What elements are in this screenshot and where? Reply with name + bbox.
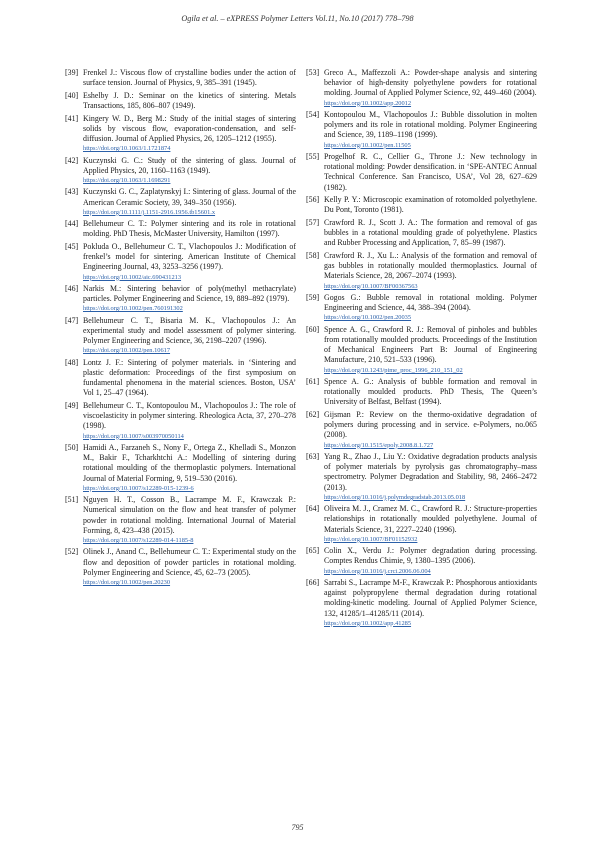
doi-link[interactable]: https://doi.org/10.1063/1.1698291 xyxy=(83,177,171,184)
references-column-right xyxy=(306,68,537,630)
reference-text: Greco A., Maffezzoli A.: Powder-shape analysis and sintering behavior of high-density polyethylene powders for rotational molding. Journal of Applied Polymer Science, 92, 449–460 (2004). xyxy=(324,68,537,98)
reference-item xyxy=(306,152,537,193)
reference-item xyxy=(65,284,296,313)
reference-item xyxy=(306,251,537,291)
reference-text: Bellehumeur C. T.: Polymer sintering and its role in rotational molding. PhD Thesis, McMaster University, Hamilton (1997). xyxy=(83,219,296,239)
running-header: Ogila et al. – eXPRESS Polymer Letters Vol.11, No.10 (2017) 778–798 xyxy=(181,14,414,23)
reference-text: Kontopoulou M., Vlachopoulos J.: Bubble dissolution in molten polymers and its role in rotational molding. Polymer Engineering and Science, 39, 1189–1198 (1999). xyxy=(324,110,537,140)
reference-item xyxy=(65,219,296,239)
doi-link[interactable]: https://doi.org/10.1002/app.20012 xyxy=(324,99,412,107)
reference-number: [45] xyxy=(65,241,79,251)
reference-text: Olinek J., Anand C., Bellehumeur C. T.: Experimental study on the flow and deposition of powder particles in rotational molding. Polymer Engineering and Science, 45, 62–73 (2005). xyxy=(83,547,296,577)
doi-link[interactable]: https://doi.org/10.1016/j.crci.2006.06.004 xyxy=(324,567,431,575)
doi-link[interactable]: https://doi.org/10.1002/pen.20230 xyxy=(83,579,171,586)
reference-text: Kingery W. D., Berg M.: Study of the initial stages of sintering solids by viscous flow, evaporation-condensation, and self-diffusion. Journal of Applied Physics, 26, 1205–1212 (1955). xyxy=(83,113,296,143)
reference-item xyxy=(65,156,296,185)
doi-link[interactable]: https://doi.org/10.1063/1.1721874 xyxy=(83,145,171,153)
reference-text: Narkis M.: Sintering behavior of poly(methyl methacrylate) particles. Polymer Engineering and Science, 19, 889–892 (1979). xyxy=(83,283,296,304)
reference-item xyxy=(65,495,296,545)
doi-link[interactable]: https://doi.org/10.1111/j.1151-2916.1956.tb15601.x xyxy=(83,208,216,216)
reference-item xyxy=(65,91,296,111)
reference-text: Nguyen H. T., Cosson B., Lacrampe M. F., Krawczak P.: Numerical simulation on the flow and heat transfer of polymer powder in rotational molding. International Journal of Material Forming, 8, 423–438 (2015). xyxy=(83,495,296,535)
doi-link[interactable]: https://doi.org/10.1016/j.polymdegradstab.2013.05.018 xyxy=(324,493,466,501)
reference-item xyxy=(306,293,537,322)
reference-text: Hamidi A., Farzaneh S., Nony F., Ortega Z., Khelladi S., Monzon M., Bakir F., Tcharkhtchi A.: Modelling of sintering during rotational moulding of the thermoplastic polymers. International Journal of Material Forming, 9, 519–530 (2016). xyxy=(83,442,296,483)
reference-number: [59] xyxy=(306,293,320,302)
reference-item xyxy=(65,401,296,441)
reference-text: Kuczynski G. C.: Study of the sintering of glass. Journal of Applied Physics, 20, 1160–1163 (1949). xyxy=(83,155,296,175)
doi-link[interactable]: https://doi.org/10.1007/s12289-015-1239-6 xyxy=(83,484,194,492)
doi-link[interactable]: https://doi.org/10.1007/s003970050114 xyxy=(83,432,184,440)
reference-text: Colin X., Verdu J.: Polymer degradation during processing. Comptes Rendus Chimie, 9, 1380–1395 (2006). xyxy=(324,546,537,566)
reference-number: [54] xyxy=(306,110,320,119)
reference-item xyxy=(306,452,537,502)
reference-number: [57] xyxy=(306,218,320,227)
reference-text: Lontz J. F.: Sintering of polymer materials. in ‘Sintering and plastic deformation: Proceedings of the first symposium on fundamental phenomena in the material sciences. Boston, USA’ Vol 1, 25–47 (1964). xyxy=(83,357,296,398)
reference-text: Kelly P. Y.: Microscopic examination of rotomolded polyethylene. Du Pont, Toronto (1981). xyxy=(324,195,537,215)
reference-number: [62] xyxy=(306,410,320,419)
reference-number: [65] xyxy=(306,546,320,556)
reference-item xyxy=(306,110,537,150)
doi-link[interactable]: https://doi.org/10.1002/app.41285 xyxy=(324,619,412,627)
reference-text: Sarrabi S., Lacrampe M-F., Krawczak P.: Phosphorous antioxidants against polypropylene thermal degradation during rotational molding-kinetic modeling. Journal of Applied Polymer Science, 132, 41285/1–41285/11 (2014). xyxy=(324,578,537,618)
reference-text: Bellehumeur C. T., Kontopoulou M., Vlachopoulos J.: The role of viscoelasticity in polymer sintering. Rheologica Acta, 37, 270–278 (1998). xyxy=(83,400,296,431)
reference-number: [56] xyxy=(306,195,320,205)
doi-link[interactable]: https://doi.org/10.1007/BF00367563 xyxy=(324,282,418,290)
reference-number: [47] xyxy=(65,315,79,325)
reference-item xyxy=(65,114,296,154)
reference-number: [52] xyxy=(65,547,79,557)
doi-link[interactable]: https://doi.org/10.1002/pen.10617 xyxy=(83,347,171,355)
reference-item xyxy=(306,218,537,249)
page-number: 795 xyxy=(291,823,304,832)
reference-text: Spence A. G.: Analysis of bubble formation and removal in rotationally moulded products. PhD Thesis, The Queen’s University of Belfast, Belfast (1994). xyxy=(324,377,537,407)
reference-item xyxy=(65,187,296,216)
reference-text: Eshelby J. D.: Seminar on the kinetics of sintering. Metals Transactions, 185, 806–807 (1949). xyxy=(83,90,296,110)
reference-text: Progelhof R. C., Cellier G., Throne J.: New technology in rotational molding: Powder densification. in ‘SPE-ANTEC Annual Technical Conference. San Francisco, USA’, Vol 28, 627–629 (1982). xyxy=(324,152,537,192)
reference-text: Gogos G.: Bubble removal in rotational molding. Polymer Engineering and Science, 44, 388–394 (2004). xyxy=(324,293,537,313)
reference-number: [58] xyxy=(306,251,320,260)
reference-number: [40] xyxy=(65,90,79,100)
reference-number: [63] xyxy=(306,452,320,461)
reference-item xyxy=(306,195,537,215)
reference-item xyxy=(306,377,537,408)
reference-item xyxy=(306,68,537,108)
doi-link[interactable]: https://doi.org/10.1007/s12289-014-1185-8 xyxy=(83,537,194,544)
reference-text: Frenkel J.: Viscous flow of crystalline bodies under the action of surface tension. Journal of Physics, 9, 385–391 (1945). xyxy=(83,68,296,88)
doi-link[interactable]: https://doi.org/10.1515/epoly.2008.8.1.727 xyxy=(324,441,434,449)
reference-number: [43] xyxy=(65,187,79,197)
reference-number: [41] xyxy=(65,113,79,123)
reference-item xyxy=(306,578,537,628)
reference-item xyxy=(306,504,537,544)
doi-link[interactable]: https://doi.org/10.1002/pen.11505 xyxy=(324,141,411,149)
reference-item xyxy=(65,316,296,356)
reference-number: [60] xyxy=(306,324,320,334)
reference-text: Pokluda O., Bellehumeur C. T., Vlachopoulos J.: Modification of frenkel’s model for sintering. American Institute of Chemical Engineering Journal, 43, 3253–3256 (1997). xyxy=(83,241,296,272)
reference-number: [44] xyxy=(65,219,79,229)
reference-number: [61] xyxy=(306,377,320,386)
reference-item xyxy=(65,547,296,587)
reference-number: [48] xyxy=(65,357,79,367)
references-column-left xyxy=(65,68,296,589)
reference-number: [49] xyxy=(65,400,79,410)
reference-item xyxy=(306,546,537,575)
reference-item xyxy=(65,358,296,399)
reference-number: [42] xyxy=(65,155,79,165)
reference-number: [51] xyxy=(65,495,79,505)
reference-number: [53] xyxy=(306,68,320,77)
reference-item xyxy=(65,242,296,282)
doi-link[interactable]: https://doi.org/10.1002/pen.20035 xyxy=(324,314,412,322)
doi-link[interactable]: https://doi.org/10.1243/pime_proc_1996_210_151_02 xyxy=(324,366,463,374)
reference-item xyxy=(306,410,537,450)
reference-text: Crawford R. J., Scott J. A.: The formation and removal of gas bubbles in a rotational moulding grade of polyethylene. Plastics and Rubber Processing and Application, 7, 85–99 (1987). xyxy=(324,218,537,248)
reference-text: Gijsman P.: Review on the thermo-oxidative degradation of polymers during processing and in service. e-Polymers, no.065 (2008). xyxy=(324,410,537,440)
doi-link[interactable]: https://doi.org/10.1002/pen.760191302 xyxy=(83,305,183,313)
reference-number: [55] xyxy=(306,152,320,161)
reference-text: Crawford R. J., Xu L.: Analysis of the formation and removal of gas bubbles in rotationally moulded thermoplastics. Journal of Materials Science, 28, 2067–2074 (1993). xyxy=(324,251,537,281)
reference-number: [39] xyxy=(65,68,79,77)
reference-item xyxy=(65,443,296,493)
reference-text: Oliveira M. J., Cramez M. C., Crawford R. J.: Structure-properties relationships in rotationally moulded polyethylene. Journal of Materials Science, 31, 2227–2240 (1996). xyxy=(324,504,537,534)
reference-item xyxy=(306,325,537,375)
reference-text: Yang R., Zhao J., Liu Y.: Oxidative degradation products analysis of polymer materials by pyrolysis gas chromatography–mass spectrometry. Polymer Degradation and Stability, 98, 2466–2472 (2013). xyxy=(324,452,537,492)
reference-text: Bellehumeur C. T., Bisaria M. K., Vlachopoulos J.: An experimental study and model assessment of polymer sintering. Polymer Engineering and Science, 36, 2198–2207 (1996). xyxy=(83,315,296,346)
reference-number: [46] xyxy=(65,283,79,293)
reference-number: [66] xyxy=(306,578,320,587)
reference-number: [50] xyxy=(65,442,79,452)
doi-link[interactable]: https://doi.org/10.1002/aic.690431213 xyxy=(83,273,182,281)
reference-item xyxy=(65,68,296,88)
doi-link[interactable]: https://doi.org/10.1007/BF01152932 xyxy=(324,535,418,543)
reference-text: Spence A. G., Crawford R. J.: Removal of pinholes and bubbles from rotationally moulded products. Proceedings of the Institution of Mechanical Engineers Part B: Journal of Engineering Manufacture, 210, 521–533 (1996). xyxy=(324,324,537,365)
reference-text: Kuczynski G. C., Zaplatynskyj I.: Sintering of glass. Journal of the American Ceramic Society, 39, 349–350 (1956). xyxy=(83,187,296,207)
reference-number: [64] xyxy=(306,504,320,514)
